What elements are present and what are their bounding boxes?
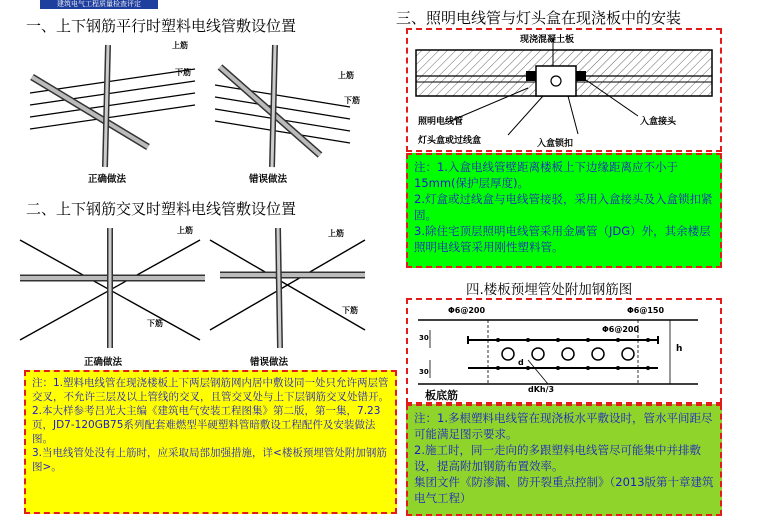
s2-correct-caption: 正确做法: [84, 357, 123, 368]
s2-bottom-label-wrong: 下筋: [342, 306, 358, 315]
s1-bottom-label-correct: 下筋: [175, 68, 191, 77]
section2-title: 二、上下钢筋交叉时塑料电线管敷设位置: [26, 200, 297, 218]
bottom-bar-label: 板底筋: [425, 389, 458, 402]
header-tag: 建筑电气工程质量检查评定: [40, 0, 158, 9]
conduit-box-diagram: [408, 30, 720, 150]
s3-box-label: 灯头盒或过线盒: [418, 136, 482, 146]
d-label: d: [518, 358, 524, 367]
s1-wrong-caption: 错误做法: [249, 174, 288, 185]
crossing-correct-figure: [20, 228, 205, 348]
notes-green-box: [406, 153, 722, 268]
note-left-2: 2.本大样参考吕光大主编《建筑电气安装工程图集》第二版，第一集，7.23页，JD7-120GB75系列配套难燃型半硬塑料管暗敷设工程配件及安装做法图。: [32, 405, 381, 445]
s2-top-label-wrong: 上筋: [328, 229, 344, 238]
note-left-3: 3.当电线管处没有上筋时，应采取局部加强措施，详<楼板预埋管处附加钢筋图>。: [32, 447, 387, 473]
rebar-b-label: Φ6@150: [627, 306, 665, 315]
notes-olive-box: [406, 404, 722, 516]
s2-top-label-correct: 上筋: [177, 226, 193, 235]
note-olive-2: 2.施工时，同一走向的多跟塑料电线管尽可能集中并排敷设，提高附加钢筋布置效率。: [414, 443, 701, 473]
s1-correct-caption: 正确做法: [88, 174, 127, 185]
crossing-wrong-figure: [210, 228, 365, 348]
s3-slab-label: 现浇混凝土板: [520, 35, 575, 45]
note-left-1: 注：1.塑料电线管在现浇楼板上下两层钢筋网内居中敷设同一处只允许两层管交叉，不允许三层及以上管线的交叉，且管交叉处与上下层钢筋交叉处错开。: [32, 377, 389, 403]
s3-conduit-label: 照明电线管: [418, 117, 464, 127]
dim-a-label: 30: [419, 334, 429, 342]
parallel-wrong-figure: [215, 45, 350, 167]
note-green-3: 3.除住宅顶层照明电线管采用金属管（JDG）外，其余楼层照明电线管采用刚性塑料管。: [414, 224, 711, 254]
section4-title: 四.楼板预埋管处附加钢筋图: [466, 282, 633, 298]
h-label: h: [676, 344, 683, 354]
s2-bottom-label-correct: 下筋: [147, 319, 163, 328]
note-olive-1: 注：1.多根塑料电线管在现浇板水平敷设时，管水平间距尽可能满足图示要求。: [414, 411, 713, 441]
section1-title: 一、上下钢筋平行时塑料电线管敷设位置: [26, 17, 297, 35]
s1-top-label-correct: 上筋: [172, 41, 188, 50]
crossing-rebar-diagram: [10, 220, 370, 350]
s3-locknut-label: 入盒锁扣: [537, 139, 574, 149]
dkh-label: dKh/3: [528, 385, 555, 394]
rebar-c-label: Φ6@200: [602, 325, 640, 334]
note-olive-3: 集团文件《防渗漏、防开裂重点控制》（2013版第十章建筑电气工程）: [414, 475, 714, 505]
note-green-1: 注：1.入盒电线管壁距离楼板上下边缘距离应不小于15mm(保护层厚度)。: [414, 160, 678, 190]
section3-title: 三、照明电线管与灯头盒在现浇板中的安装: [396, 9, 682, 27]
s3-connector-label: 入盒接头: [640, 117, 677, 127]
notes-left-box: [24, 370, 397, 514]
parallel-rebar-diagram: [20, 35, 380, 185]
dim-b-label: 30: [419, 368, 429, 376]
rebar-a-label: Φ6@200: [448, 306, 486, 315]
note-green-2: 2.灯盒或过线盒与电线管接驳，采用入盒接头及入盒锁扣紧固。: [414, 192, 713, 222]
s1-top-label-wrong: 上筋: [338, 71, 354, 80]
s2-wrong-caption: 错误做法: [250, 357, 289, 368]
s1-bottom-label-wrong: 下筋: [344, 96, 360, 105]
parallel-correct-figure: [30, 45, 195, 167]
